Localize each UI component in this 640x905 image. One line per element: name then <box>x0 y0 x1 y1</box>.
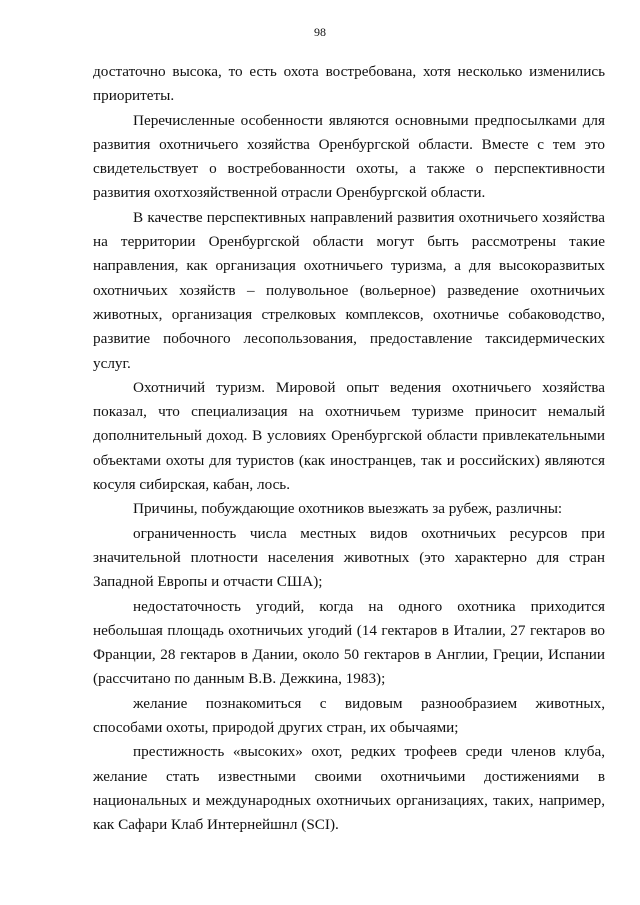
list-item-limited-species: ограниченность числа местных видов охотничьих ресурсов при значительной плотности населения животных (это характерно для стран Западной Европы и отчасти США); <box>93 524 605 591</box>
paragraph-preconditions: Перечисленные особенности являются основными предпосылками для развития охотничьего хозяйства Оренбургской области. Вместе с тем это свидетельствует о востребованности охоты, а также о перспективности развития охотхозяйственной отрасли Оренбургской области. <box>93 111 605 202</box>
list-item-diversity: желание познакомиться с видовым разнообразием животных, способами охоты, природой других стран, их обычаями; <box>93 694 605 737</box>
paragraph-directions: В качестве перспективных направлений развития охотничьего хозяйства на территории Оренбургской области могут быть рассмотрены такие направления, как организация охотничьего туризма, а для высокоразвитых охотничьих хозяйств – полувольное (вольерное) разведение охотничьих животных, организация стрелковых комплексов, охотничье собаководство, развитие побочного лесопользования, предоставление таксидермических услуг. <box>93 208 605 372</box>
paragraph-continuation: достаточно высока, то есть охота востребована, хотя несколько изменились приоритеты. <box>93 63 605 105</box>
page-number: 98 <box>314 25 326 39</box>
body-text <box>93 60 605 838</box>
list-item-prestige: престижность «высоких» охот, редких трофеев среди членов клуба, желание стать известными своими охотничьими достижениями в национальных и международных охотничьих организациях, таких, например, как Сафари Клаб Интернейшнл (SCI). <box>93 743 605 834</box>
paragraph-hunting-tourism: Охотничий туризм. Мировой опыт ведения охотничьего хозяйства показал, что специализация на охотничьем туризме приносит немалый дополнительный доход. В условиях Оренбургской области привлекательными объектами охоты для туристов (как иностранцев, так и российских) являются косуля сибирская, кабан, лось. <box>93 378 605 494</box>
list-item-insufficient-land: недостаточность угодий, когда на одного охотника приходится небольшая площадь охотничьих угодий (14 гектаров в Италии, 27 гектаров во Франции, 28 гектаров в Дании, около 50 гектаров в Англии, Греции, Испании (рассчитано по данным В.В. Дежкина, 1983); <box>93 597 605 688</box>
paragraph-reasons-intro: Причины, побуждающие охотников выезжать за рубеж, различны: <box>133 500 563 518</box>
